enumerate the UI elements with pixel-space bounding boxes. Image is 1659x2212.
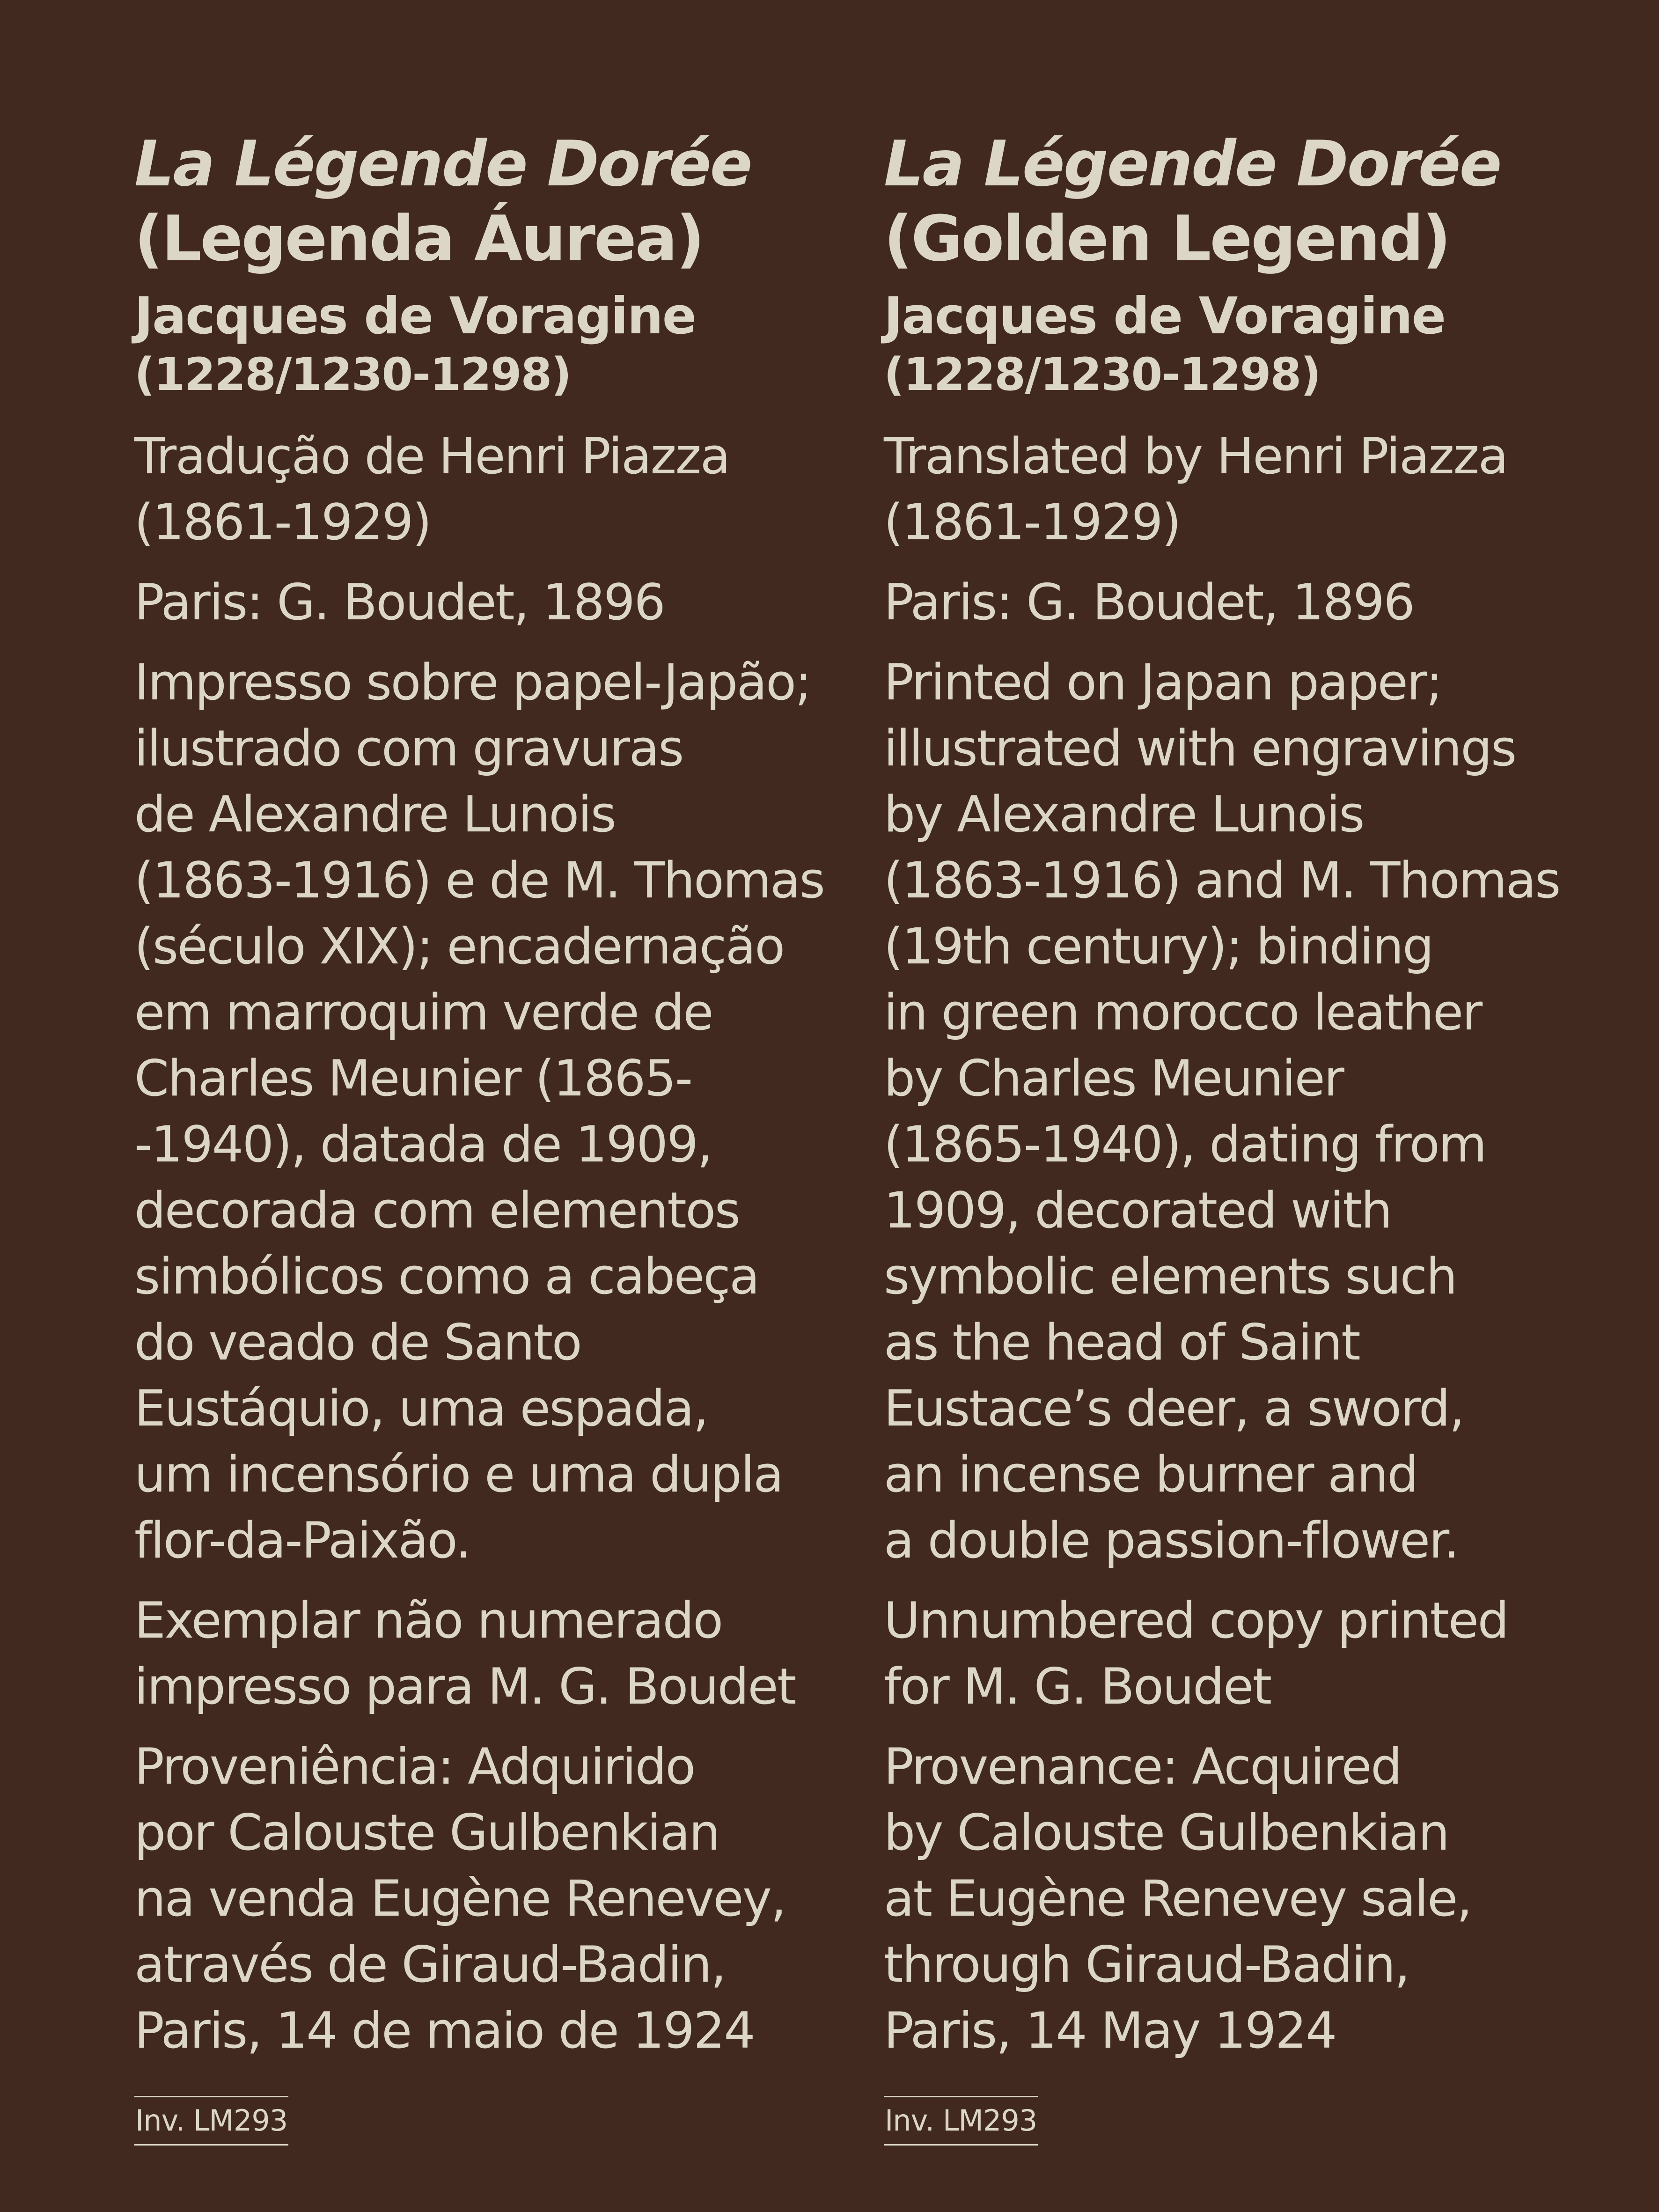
label-column-portuguese xyxy=(134,126,865,2064)
author-dates: (1228/1230-1298) xyxy=(134,348,571,401)
translator-line: Translated by Henri Piazza (1861-1929) xyxy=(884,427,1508,551)
imprint-line: Paris: G. Boudet, 1896 xyxy=(134,573,665,631)
copy-note: Unnumbered copy printed for M. G. Boudet xyxy=(884,1592,1508,1715)
description-paragraph: Impresso sobre papel-Japão; ilustrado com gravuras de Alexandre Lunois (1863-1916) e de M. Thomas (século XIX); encadernação em marroquim verde de Charles Meunier (1865- -1940), datada de 1909, decorada com elementos simbólicos como a cabeça do veado de Santo Eustáquio, uma espada, um incensório e uma dupla flor-da-Paixão. xyxy=(134,654,824,1569)
imprint-line: Paris: G. Boudet, 1896 xyxy=(884,573,1414,631)
inventory-number-english: Inv. LM293 xyxy=(884,2096,1038,2146)
title-italic: La Légende Dorée xyxy=(134,127,751,200)
title-portuguese xyxy=(134,126,865,276)
provenance-paragraph: Provenance: Acquired by Calouste Gulbenkian at Eugène Renevey sale, through Giraud-Badin, Paris, 14 May 1924 xyxy=(884,1738,1471,2059)
author-name: Jacques de Voragine xyxy=(884,287,1446,345)
title-english xyxy=(884,126,1614,276)
description-paragraph: Printed on Japan paper; illustrated with engravings by Alexandre Lunois (1863-1916) and M. Thomas (19th century); binding in green morocco leather by Charles Meunier (1865-1940), dating from 1909, decorated with symbolic elements such as the head of Saint Eustace’s deer, a sword, an incense burner and a double passion-flower. xyxy=(884,654,1560,1569)
label-column-english xyxy=(884,126,1614,2064)
title-translation: (Golden Legend) xyxy=(884,202,1450,275)
copy-note: Exemplar não numerado impresso para M. G. Boudet xyxy=(134,1592,796,1715)
provenance-paragraph: Proveniência: Adquirido por Calouste Gulbenkian na venda Eugène Renevey, através de Giraud-Badin, Paris, 14 de maio de 1924 xyxy=(134,1738,785,2059)
title-italic: La Légende Dorée xyxy=(884,127,1501,200)
inventory-number-portuguese: Inv. LM293 xyxy=(134,2096,288,2146)
translator-line: Tradução de Henri Piazza (1861-1929) xyxy=(134,427,730,551)
author-dates: (1228/1230-1298) xyxy=(884,348,1321,401)
title-translation: (Legenda Áurea) xyxy=(134,202,704,275)
author-name: Jacques de Voragine xyxy=(134,287,696,345)
